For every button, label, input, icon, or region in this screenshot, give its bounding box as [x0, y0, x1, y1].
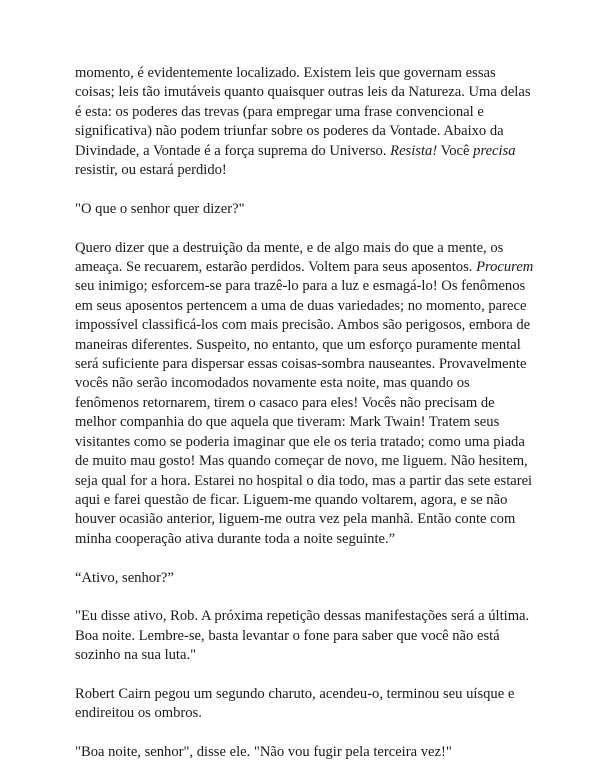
- paragraph-active-question: [75, 569, 537, 588]
- text-segment: momento, é evidentemente localizado. Existem leis que governam essas coisas; leis tão imutáveis quanto quaisquer outras leis da Natureza. Uma delas é esta: os poderes das trevas (para empregar uma frase convencional e significativa) não podem triunfar sobre os poderes da Vontade. Abaixo da Divindade, a Vontade é a força suprema do Universo.: [75, 65, 531, 159]
- paragraph-goodnight: [75, 607, 537, 665]
- paragraph-question: [75, 200, 537, 219]
- text-segment: seu inimigo; esforcem-se para trazê-lo para a luz e esmagá-lo! Os fenômenos em seus aposentos pertencem a uma de duas variedades; no momento, parece impossível classificá-los com mais precisão. Ambos são perigosos, embora de maneiras diferentes. Suspeito, no entanto, que um esforço puramente mental será suficiente para dispersar essas coisas-sombra nauseantes. Provavelmente vocês não serão incomodados novamente esta noite, mas quando os fenômenos retornarem, tirem o casaco para eles! Vocês não precisam de melhor companhia do que aquela que tiveram: Mark Twain! Tratem seus visitantes como se poderia imaginar que ele os teria tratado; como uma piada de muito mau gosto! Mas quando começar de novo, me liguem. Não hesitem, seja qual for a hora. Estarei no hospital o dia todo, mas a partir das sete estarei aqui e farei questão de ficar. Liguem-me quando voltarem, agora, e se não houver ocasião anterior, liguem-me outra vez pela manhã. Então conte com minha cooperação ativa durante toda a noite seguinte.”: [75, 278, 533, 547]
- text-segment: “Ativo, senhor?”: [75, 569, 174, 586]
- text-segment: Robert Cairn pegou um segundo charuto, acendeu-o, terminou seu uísque e endireitou os ombros.: [75, 685, 515, 722]
- text-segment: Quero dizer que a destruição da mente, e de algo mais do que a mente, os ameaça. Se recuarem, estarão perdidos. Voltem para seus aposentos.: [75, 239, 504, 276]
- paragraph-explanation: [75, 239, 537, 550]
- italic-segment: Resista!: [390, 142, 438, 159]
- paragraph-cairn: [75, 685, 537, 724]
- text-segment: "Eu disse ativo, Rob. A próxima repetição dessas manifestações será a última. Boa noite. Lembre-se, basta levantar o fone para saber que você não está sozinho na sua luta.": [75, 608, 530, 664]
- italic-segment: precisa: [473, 142, 516, 159]
- text-segment: "O que o senhor quer dizer?": [75, 200, 245, 217]
- paragraph-resist: [75, 64, 537, 180]
- text-segment: Você: [437, 142, 474, 159]
- body-text: [75, 64, 537, 763]
- paragraph-final: [75, 743, 537, 762]
- text-segment: "Boa noite, senhor", disse ele. "Não vou fugir pela terceira vez!": [75, 744, 452, 761]
- italic-segment: Procurem: [476, 259, 534, 276]
- text-segment: resistir, ou estará perdido!: [75, 162, 227, 179]
